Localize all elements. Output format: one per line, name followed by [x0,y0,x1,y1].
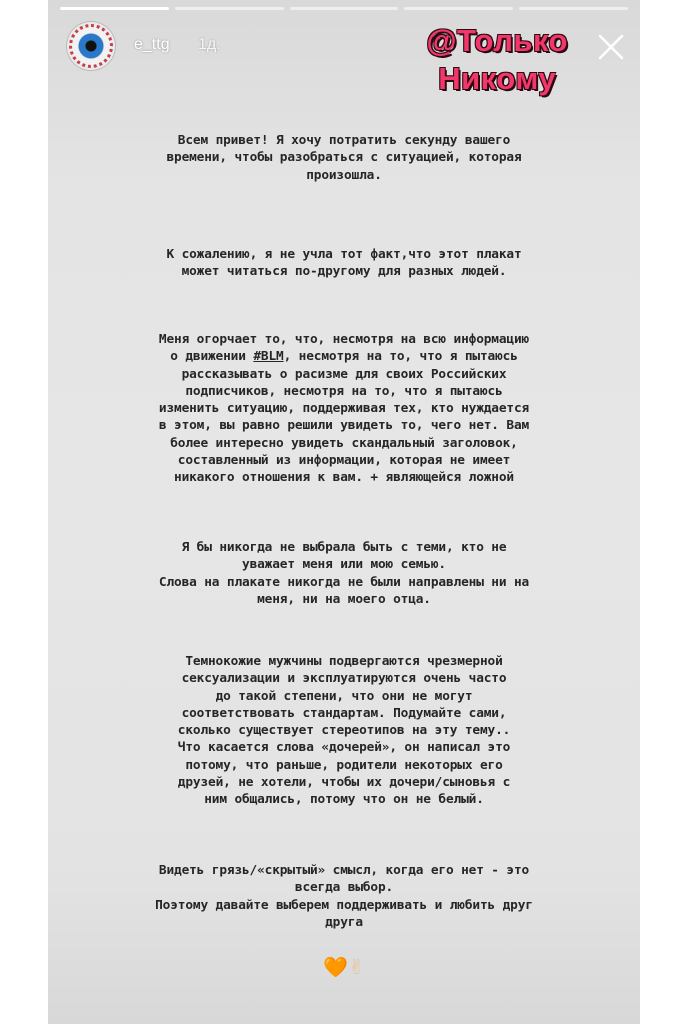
sticker-line-1: @Только [426,23,568,58]
story-paragraph: Темнокожие мужчины подвергаются чрезмерной сексуализации и эксплуатируются очень часто до такой степени, что они не могут соответствовать стандартам. Подумайте сами, сколько существует стереотипов на эту тему.. Что касается слова «дочерей», он написал это потому, что раньше, родители некоторых его друзей, не хотели, чтобы их дочери/сыновья с ним общались, потому что он не белый. [177,654,511,808]
story-paragraph: К сожалению, я не учла тот факт,что этот плакат может читаться по-другому для разных людей. [166,247,522,280]
mention-sticker[interactable] [426,22,568,98]
story-progress-bar [60,7,628,10]
emoji-line [48,955,640,979]
avatar[interactable] [67,22,115,70]
story-paragraph: Всем привет! Я хочу потратить секунду вашего времени, чтобы разобраться с ситуацией, которая произошла. [166,133,522,183]
progress-segment [290,7,399,10]
story-header [64,22,628,96]
progress-segment [519,7,628,10]
story-paragraph: Видеть грязь/«скрытый» смысл, когда его нет - это всегда выбор. Поэтому давайте выберем поддерживать и любить друг друга [155,863,533,930]
story-frame[interactable] [48,0,640,1024]
story-paragraph: Меня огорчает то, что, несмотря на всю информацию о движении #BLM, несмотря на то, что я пытаюсь рассказывать о расизме для своих Российских подписчиков, несмотря на то, что я пытаюсь изменить ситуацию, поддерживая тех, кто нуждается в этом, вы равно решили увидеть то, чего нет. Вам более интересно увидеть скандальный заголовок, составленный из информации, которая не имеет никакого отношения к вам. + являющейся ложной [158,332,530,486]
close-button[interactable] [596,32,626,62]
post-time: 1д. [198,36,221,53]
sticker-line-2: Никому [438,61,557,96]
hashtag-link[interactable]: #BLM [253,349,284,365]
victory-hand-icon: ✌ [348,955,365,979]
orange-heart-icon: 🧡 [323,955,349,979]
progress-segment [60,7,169,10]
story-paragraph: Я бы никогда не выбрала быть с теми, кто не уважает меня или мою семью. Слова на плакате никогда не были направлены ни на меня, ни на моего отца. [158,540,530,607]
username[interactable]: e_ttg [134,36,170,53]
close-icon [596,32,626,62]
progress-segment [404,7,513,10]
progress-segment [175,7,284,10]
